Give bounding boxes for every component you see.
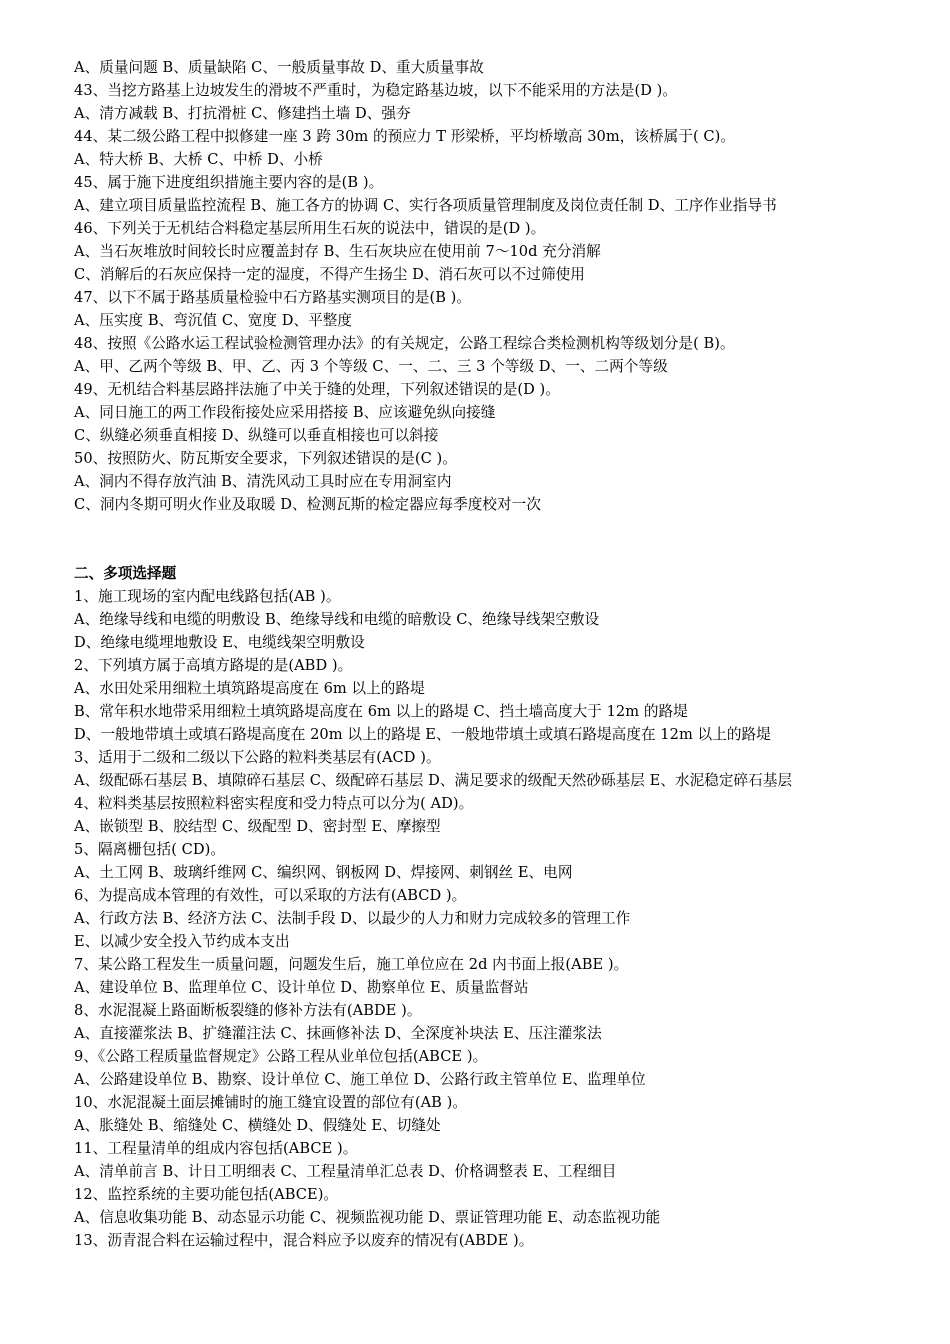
question-line: 8、水泥混凝上路面断板裂缝的修补方法有(ABDE )。 [74, 1002, 422, 1019]
option-line: A、甲、乙两个等级 B、甲、乙、丙 3 个等级 C、一、二、三 3 个等级 D、一、二两个等级 [74, 358, 668, 375]
question-line: 44、某二级公路工程中拟修建一座 3 跨 30m 的预应力 T 形梁桥，平均桥墩高 30m，该桥属于( C)。 [74, 128, 736, 145]
single-choice-continued [74, 56, 874, 516]
question-line: 46、下列关于无机结合料稳定基层所用生石灰的说法中，错误的是(D )。 [74, 220, 546, 237]
option-line: A、压实度 B、弯沉值 C、宽度 D、平整度 [74, 312, 353, 329]
question-line: 6、为提高成本管理的有效性，可以采取的方法有(ABCD )。 [74, 887, 467, 904]
option-line: A、建立项目质量监控流程 B、施工各方的协调 C、实行各项质量管理制度及岗位责任制 D、工序作业指导书 [74, 197, 777, 214]
question-line: 13、沥青混合料在运输过程中，混合料应予以废弃的情况有(ABDE )。 [74, 1232, 534, 1249]
option-line: A、特大桥 B、大桥 C、中桥 D、小桥 [74, 151, 323, 168]
question-line: 12、监控系统的主要功能包括(ABCE)。 [74, 1186, 339, 1203]
option-line: A、胀缝处 B、缩缝处 C、横缝处 D、假缝处 E、切缝处 [74, 1117, 441, 1134]
question-line: 49、无机结合料基层路拌法施了中关于缝的处理，下列叙述错误的是(D )。 [74, 381, 560, 398]
option-line: A、公路建设单位 B、勘察、设计单位 C、施工单位 D、公路行政主管单位 E、监理单位 [74, 1071, 646, 1088]
option-line: C、纵缝必须垂直相接 D、纵缝可以垂直相接也可以斜接 [74, 427, 439, 444]
question-line: 50、按照防火、防瓦斯安全要求，下列叙述错误的是(C )。 [74, 450, 457, 467]
option-line: C、消解后的石灰应保持一定的湿度，不得产生扬尘 D、消石灰可以不过筛使用 [74, 266, 585, 283]
section-spacer [74, 516, 874, 562]
option-line: A、洞内不得存放汽油 B、清洗风动工具时应在专用洞室内 [74, 473, 452, 490]
question-line: 7、某公路工程发生一质量问题，问题发生后，施工单位应在 2d 内书面上报(ABE )。 [74, 956, 629, 973]
document-page [74, 56, 874, 1252]
option-line: A、级配砾石基层 B、填隙碎石基层 C、级配碎石基层 D、满足要求的级配天然砂砾基层 E、水泥稳定碎石基层 [74, 772, 793, 789]
option-line: C、洞内冬期可明火作业及取暖 D、检测瓦斯的检定器应每季度校对一次 [74, 496, 541, 513]
question-line: 11、工程量清单的组成内容包括(ABCE )。 [74, 1140, 358, 1157]
question-line: 4、粒料类基层按照粒料密实程度和受力特点可以分为( AD)。 [74, 795, 474, 812]
question-line: 1、施工现场的室内配电线路包括(AB )。 [74, 588, 341, 605]
option-line: A、清方减载 B、打抗滑桩 C、修建挡土墙 D、强夯 [74, 105, 411, 122]
option-line: A、嵌锁型 B、胶结型 C、级配型 D、密封型 E、摩擦型 [74, 818, 441, 835]
option-line: A、直接灌浆法 B、扩缝灌注法 C、抹画修补法 D、全深度补块法 E、压注灌浆法 [74, 1025, 602, 1042]
option-line: A、水田处采用细粒土填筑路堤高度在 6m 以上的路堤 [74, 680, 425, 697]
option-line: A、清单前言 B、计日工明细表 C、工程量清单汇总表 D、价格调整表 E、工程细目 [74, 1163, 617, 1180]
question-line: 45、属于施下进度组织措施主要内容的是(B )。 [74, 174, 384, 191]
text-line: A、质量问题 B、质量缺陷 C、一般质量事故 D、重大质量事故 [74, 59, 484, 76]
question-line: 47、以下不属于路基质量检验中石方路基实测项目的是(B )。 [74, 289, 472, 306]
option-line: A、当石灰堆放时间较长时应覆盖封存 B、生石灰块应在使用前 7～10d 充分消解 [74, 243, 601, 260]
question-line: 2、下列填方属于高填方路堤的是(ABD )。 [74, 657, 353, 674]
option-line: D、一般地带填土或填石路堤高度在 20m 以上的路堤 E、一般地带填土或填石路堤高度在 12m 以上的路堤 [74, 726, 771, 743]
option-line: A、同日施工的两工作段衔接处应采用搭接 B、应该避免纵向接缝 [74, 404, 496, 421]
option-line: D、绝缘电缆埋地敷设 E、电缆线架空明敷设 [74, 634, 365, 651]
option-line: A、土工网 B、玻璃纤维网 C、编织网、钢板网 D、焊接网、刺钢丝 E、电网 [74, 864, 573, 881]
option-line: A、信息收集功能 B、动态显示功能 C、视频监视功能 D、票证管理功能 E、动态监视功能 [74, 1209, 661, 1226]
option-line: A、行政方法 B、经济方法 C、法制手段 D、以最少的人力和财力完成较多的管理工作 [74, 910, 631, 927]
question-line: 3、适用于二级和二级以下公路的粒料类基层有(ACD )。 [74, 749, 441, 766]
option-line: A、建设单位 B、监理单位 C、设计单位 D、勘察单位 E、质量监督站 [74, 979, 529, 996]
question-line: 5、隔离栅包括( CD)。 [74, 841, 225, 858]
question-line: 43、当挖方路基上边坡发生的滑坡不严重时，为稳定路基边坡，以下不能采用的方法是(D )。 [74, 82, 678, 99]
question-line: 48、按照《公路水运工程试验检测管理办法》的有关规定，公路工程综合类检测机构等级划分是( B)。 [74, 335, 735, 352]
section-heading: 二、多项选择题 [74, 565, 177, 582]
question-line: 10、水泥混凝土面层摊铺时的施工缝宜设置的部位有(AB )。 [74, 1094, 468, 1111]
multiple-choice-section [74, 585, 874, 1252]
option-line: A、绝缘导线和电缆的明敷设 B、绝缘导线和电缆的暗敷设 C、绝缘导线架空敷设 [74, 611, 600, 628]
question-line: 9、《公路工程质量监督规定》公路工程从业单位包括(ABCE )。 [74, 1048, 488, 1065]
option-line: E、以减少安全投入节约成本支出 [74, 933, 290, 950]
option-line: B、常年积水地带采用细粒土填筑路堤高度在 6m 以上的路堤 C、挡土墙高度大于 12m 的路堤 [74, 703, 688, 720]
